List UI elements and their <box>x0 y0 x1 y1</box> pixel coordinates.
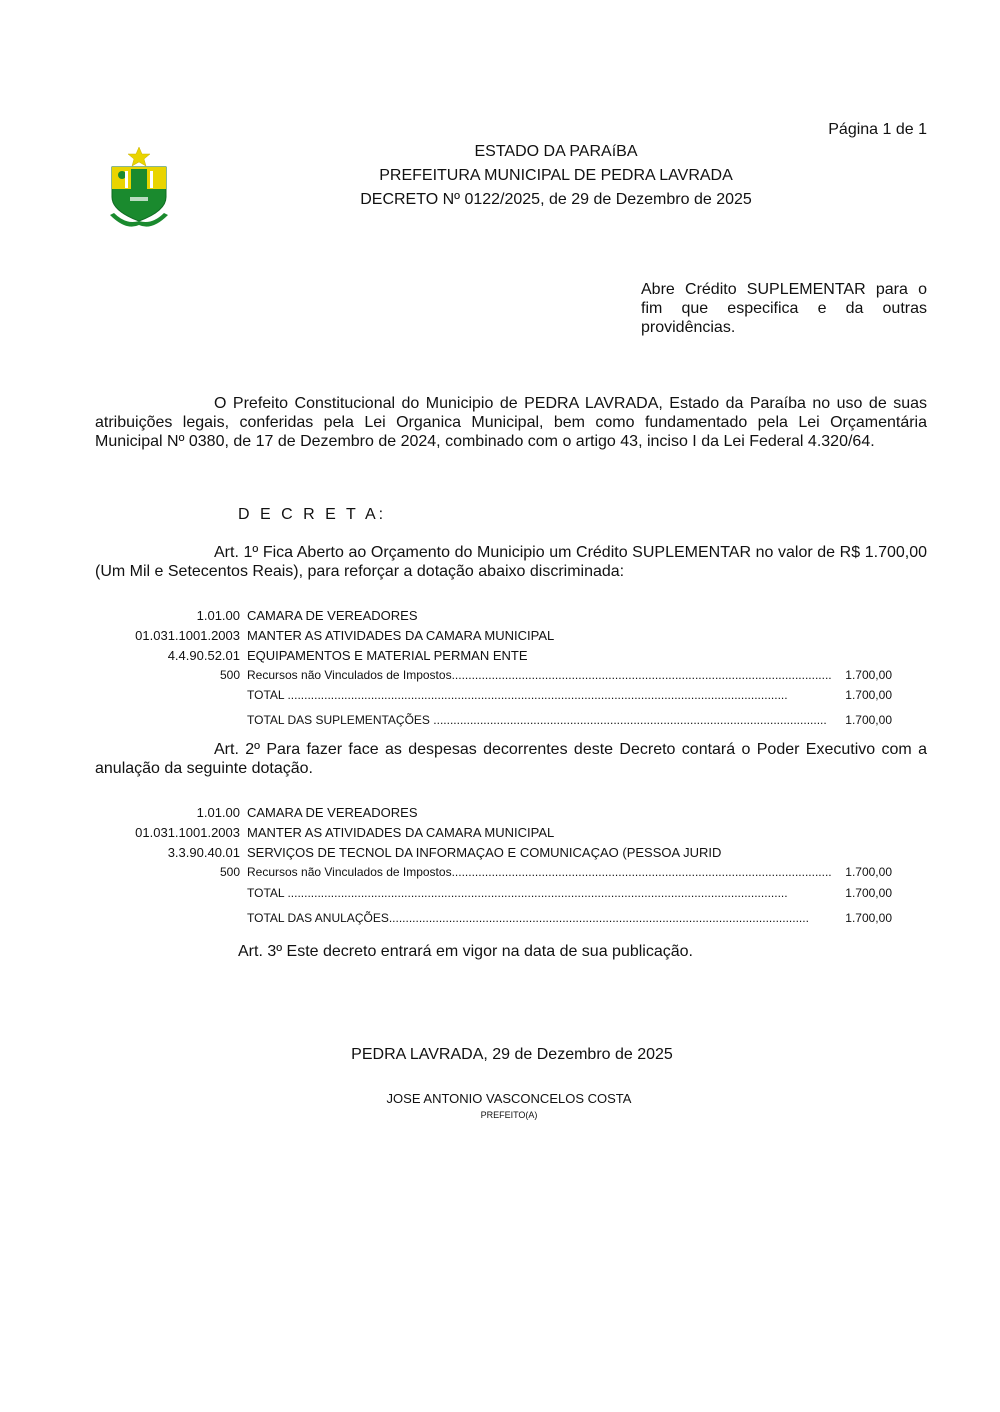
source-desc: Recursos não Vinculados de Impostos.................................................................................................................. <box>247 668 832 682</box>
grand-total-label: TOTAL DAS ANULAÇÕES.............................................................................................................................. <box>247 911 809 925</box>
total-amount: 1.700,00 <box>845 886 892 900</box>
row-desc: SERVIÇOS DE TECNOL DA INFORMAÇAO E COMUNICAÇAO (PESSOA JURID <box>247 845 722 860</box>
grand-total-amount: 1.700,00 <box>845 911 892 925</box>
ementa: Abre Crédito SUPLEMENTAR para o fim que especifica e da outras providências. <box>641 281 927 336</box>
row-code: 01.031.1001.2003 <box>135 628 240 643</box>
source-amount: 1.700,00 <box>845 668 892 682</box>
row-desc: MANTER AS ATIVIDADES DA CAMARA MUNICIPAL <box>247 825 555 840</box>
table-row <box>0 607 1000 625</box>
article-3: Art. 3º Este decreto entrará em vigor na data de sua publicação. <box>238 943 693 960</box>
table-row <box>0 804 1000 822</box>
row-code: 1.01.00 <box>196 805 240 820</box>
total-amount: 1.700,00 <box>845 688 892 702</box>
total-label: TOTAL ...................................................................................................................................................... <box>247 688 788 702</box>
row-code: 3.3.90.40.01 <box>167 845 240 860</box>
page-number: Página 1 de 1 <box>828 121 927 138</box>
document-header <box>0 140 1000 212</box>
grand-total-row <box>0 909 1000 927</box>
source-code: 500 <box>219 865 240 879</box>
row-desc: CAMARA DE VEREADORES <box>247 805 418 820</box>
source-code: 500 <box>219 668 240 682</box>
state-name: ESTADO DA PARAíBA <box>474 143 638 160</box>
source-desc: Recursos não Vinculados de Impostos.................................................................................................................. <box>247 865 832 879</box>
table-row <box>0 844 1000 862</box>
signer-role: PREFEITO(A) <box>480 1110 538 1120</box>
prefecture-name: PREFEITURA MUNICIPAL DE PEDRA LAVRADA <box>379 167 733 184</box>
table-row <box>0 647 1000 665</box>
row-code: 1.01.00 <box>196 608 240 623</box>
row-desc: MANTER AS ATIVIDADES DA CAMARA MUNICIPAL <box>247 628 555 643</box>
article-1: Art. 1º Fica Aberto ao Orçamento do Municipio um Crédito SUPLEMENTAR no valor de R$ 1.700,00 (Um Mil e Setecentos Reais), para reforçar a dotação abaixo discriminada: <box>95 544 927 580</box>
total-row <box>0 686 1000 704</box>
total-label: TOTAL ...................................................................................................................................................... <box>247 886 788 900</box>
preamble-paragraph: O Prefeito Constitucional do Municipio de PEDRA LAVRADA, Estado da Paraíba no uso de suas atribuições legais, conferidas pela Lei Organica Municipal, bem como fundamentado pela Lei Orçamentária Municipal Nº 0380, de 17 de Dezembro de 2024, combinado com o artigo 43, inciso I da Lei Federal 4.320/64. <box>95 395 927 450</box>
source-row <box>0 863 1000 881</box>
table-row <box>0 824 1000 842</box>
source-amount: 1.700,00 <box>845 865 892 879</box>
article-2: Art. 2º Para fazer face as despesas decorrentes deste Decreto contará o Poder Executivo com a anulação da seguinte dotação. <box>95 741 927 777</box>
row-code: 4.4.90.52.01 <box>167 648 240 663</box>
source-row <box>0 666 1000 684</box>
grand-total-row <box>0 711 1000 729</box>
total-row <box>0 884 1000 902</box>
signer-name: JOSE ANTONIO VASCONCELOS COSTA <box>386 1091 632 1106</box>
place-and-date: PEDRA LAVRADA, 29 de Dezembro de 2025 <box>351 1046 673 1063</box>
decree-title: DECRETO Nº 0122/2025, de 29 de Dezembro de 2025 <box>360 191 752 208</box>
row-desc: CAMARA DE VEREADORES <box>247 608 418 623</box>
row-desc: EQUIPAMENTOS E MATERIAL PERMAN ENTE <box>247 648 528 663</box>
row-code: 01.031.1001.2003 <box>135 825 240 840</box>
grand-total-amount: 1.700,00 <box>845 713 892 727</box>
table-row <box>0 627 1000 645</box>
decreta-heading: D E C R E T A: <box>238 506 387 523</box>
grand-total-label: TOTAL DAS SUPLEMENTAÇÕES ...................................................................................................................... <box>247 713 827 727</box>
